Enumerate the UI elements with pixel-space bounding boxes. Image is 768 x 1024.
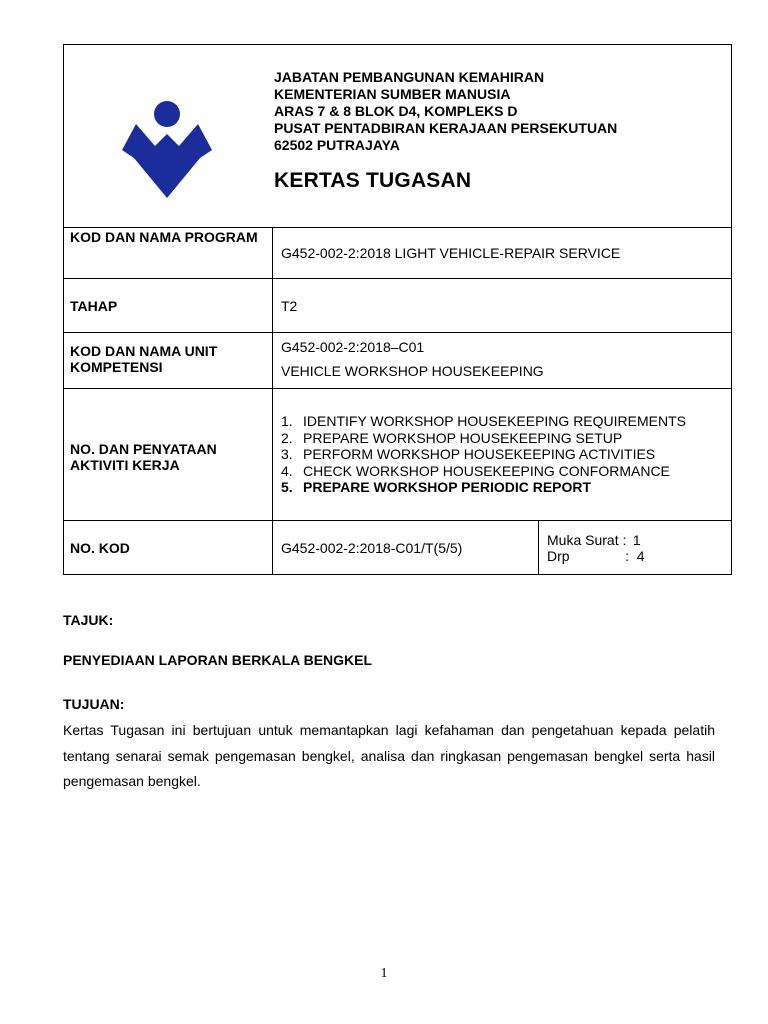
unit-value: [273, 333, 732, 389]
program-label: KOD DAN NAMA PROGRAM: [64, 228, 273, 279]
org-line: KEMENTERIAN SUMBER MANUSIA: [274, 86, 511, 102]
page-info: [539, 521, 732, 575]
drp-value: 4: [636, 547, 645, 564]
list-item: 4. CHECK WORKSHOP HOUSEKEEPING CONFORMANCE: [281, 462, 670, 479]
page-number: 1: [380, 966, 388, 981]
unit-code: G452-002-2:2018–C01: [281, 339, 425, 355]
aktiviti-list: [281, 413, 723, 496]
organization-address: [274, 69, 617, 154]
list-item: 1. IDENTIFY WORKSHOP HOUSEKEEPING REQUIREMENTS: [281, 413, 686, 430]
org-line: JABATAN PEMBANGUNAN KEMAHIRAN: [274, 69, 545, 85]
aktiviti-value: [273, 389, 732, 521]
tujuan-heading: TUJUAN:: [63, 696, 125, 712]
program-value: G452-002-2:2018 LIGHT VEHICLE-REPAIR SERVICE: [273, 228, 732, 279]
unit-name: VEHICLE WORKSHOP HOUSEKEEPING: [281, 363, 544, 379]
tahap-label: TAHAP: [64, 279, 273, 333]
list-item: 3. PERFORM WORKSHOP HOUSEKEEPING ACTIVITIES: [281, 446, 656, 463]
tajuk-value: PENYEDIAAN LAPORAN BERKALA BENGKEL: [63, 652, 373, 668]
list-item: 5. PREPARE WORKSHOP PERIODIC REPORT: [281, 479, 592, 496]
org-line: ARAS 7 & 8 BLOK D4, KOMPLEKS D: [274, 103, 518, 119]
tujuan-paragraph: Kertas Tugasan ini bertujuan untuk memantapkan lagi kefahaman dan pengetahuan kepada pelatih tentang senarai semak pengemasan bengkel, analisa dan ringkasan pengemasan bengkel serta hasil pengemasan bengkel.: [63, 722, 715, 789]
kod-value: G452-002-2:2018-C01/T(5/5): [273, 521, 539, 575]
document-title: KERTAS TUGASAN: [274, 169, 472, 192]
org-line: PUSAT PENTADBIRAN KERAJAAN PERSEKUTUAN: [274, 120, 618, 136]
muka-value: 1: [632, 531, 641, 548]
letterhead: [64, 45, 732, 228]
tahap-value: T2: [273, 279, 732, 333]
list-item: 2. PREPARE WORKSHOP HOUSEKEEPING SETUP: [281, 429, 623, 446]
header-table: [63, 44, 732, 575]
kod-label: NO. KOD: [64, 521, 273, 575]
aktiviti-label: NO. DAN PENYATAAN AKTIVITI KERJA: [64, 389, 273, 521]
drp-label: Drp :: [547, 547, 629, 564]
org-line: 62502 PUTRAJAYA: [274, 137, 400, 153]
unit-label: KOD DAN NAMA UNIT KOMPETENSI: [64, 333, 273, 389]
tajuk-heading: TAJUK:: [63, 612, 114, 628]
muka-label: Muka Surat :: [547, 531, 627, 548]
jpk-logo-icon: [122, 100, 212, 198]
